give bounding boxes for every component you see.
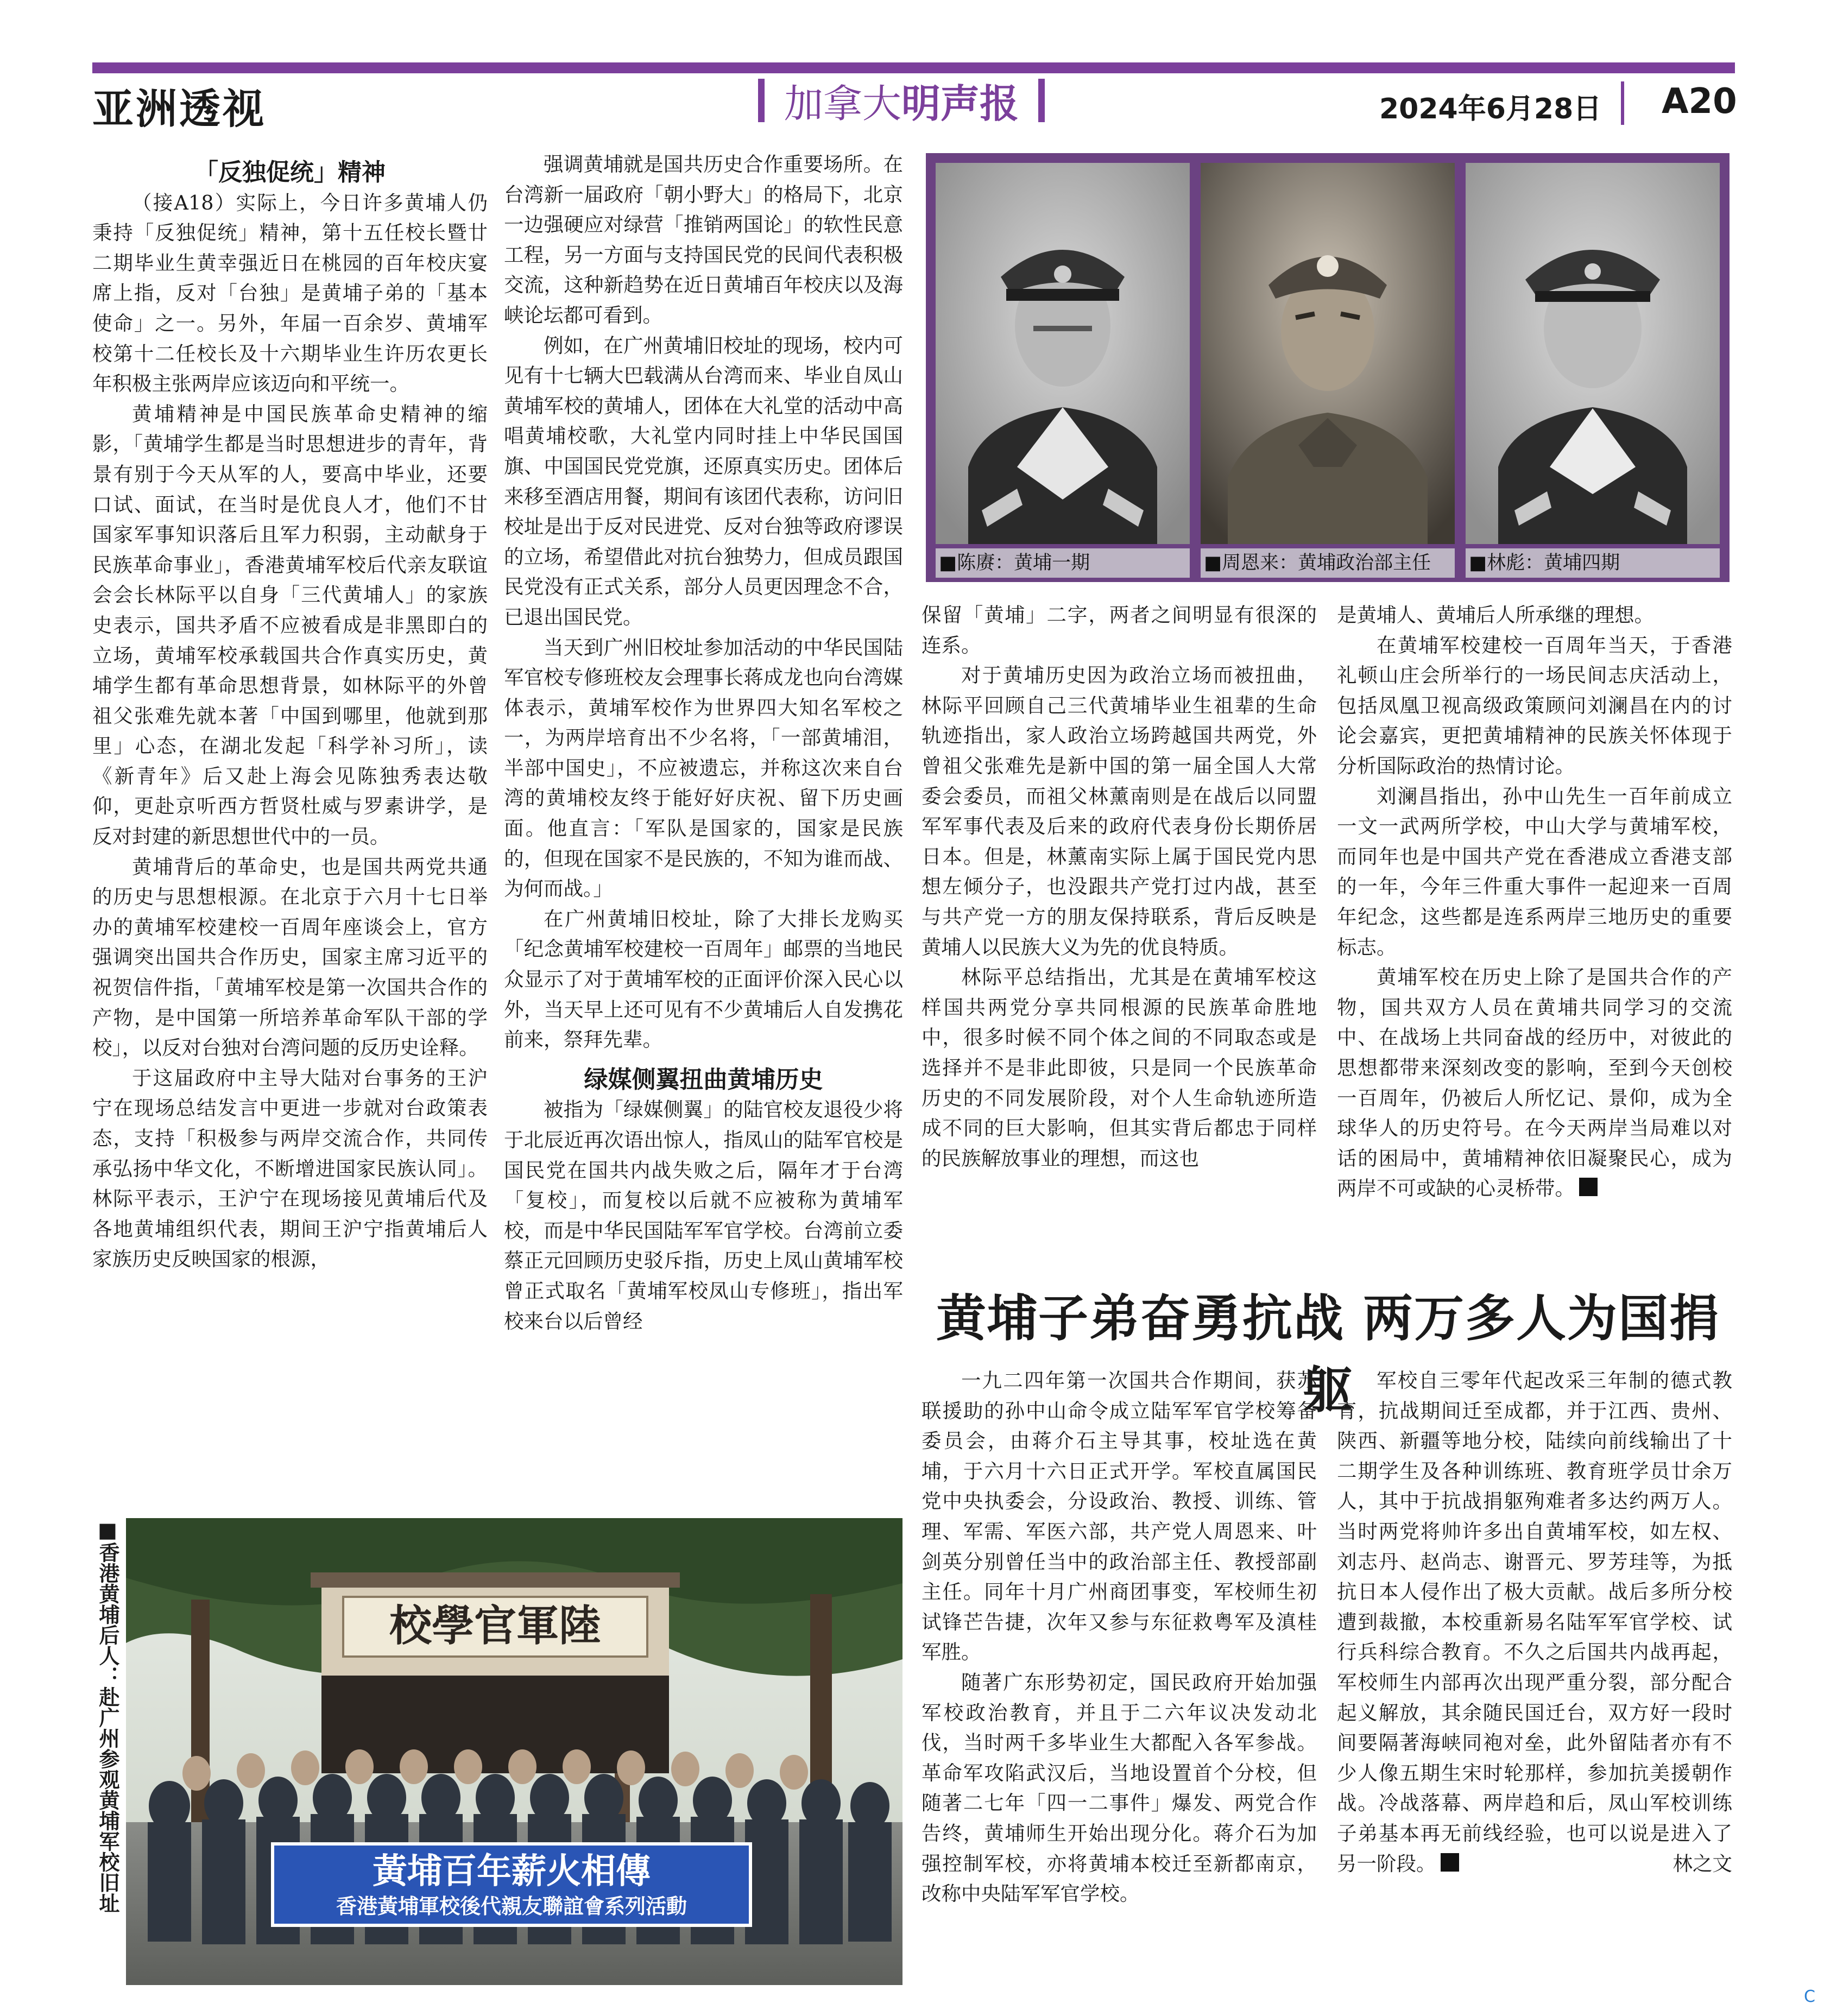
paragraph-text: 军校自三零年代起改采三年制的德式教育，抗战期间迁至成都，并于江西、贵州、陕西、新疆等地分校，陆续向前线输出了十二期学生及各种训练班、教育班学员廿余万人，其中于抗战捐躯殉难者多达约两万人。当时两党将帅许多出自黄埔军校，如左权、刘志丹、赵尚志、谢晋元、罗芳珪等，为抵抗日本人侵作出了极大贡献。战后多所分校遭到裁撤，本校重新易名陆军军官学校、试行兵科综合教育。不久之后国共内战再起，军校师生内部再次出现严重分裂，部分配合起义解放，其余随民国迁台，双方好一段时间要隔著海峡同袍对垒，此外留陆者亦有不少人像五期生宋时轮那样，参加抗美援朝作战。冷战落幕、两岸趋和后，凤山军校训练子弟基本再无前线经验，也可以说是进入了另一阶段。 xyxy=(1337,1369,1732,1875)
paragraph: （接A18）实际上，今日许多黄埔人仍秉持「反独促统」精神，第十五任校长暨廿二期毕业生黄幸强近日在桃园的百年校庆宴席上指，反对「台独」是黄埔子弟的「基本使命」之一。另外，年届一百余岁、黄埔军校第十二任校长及十六期毕业生许历农更长年积极主张两岸应该迈向和平统一。 xyxy=(92,191,488,396)
paragraph: 强调黄埔就是国共历史合作重要场所。在台湾新一届政府「朝小野大」的格局下，北京一边强硬应对绿营「推销两国论」的软性民意工程，另一方面与支持国民党的民间代表积极交流，这种新趋势在近日黄埔百年校庆以及海峡论坛都可看到。 xyxy=(504,153,903,327)
article-column-6 xyxy=(1337,1366,1732,1879)
portrait-photo-lin-biao xyxy=(1466,163,1720,544)
article-end-mark xyxy=(1441,1853,1459,1872)
masthead-bar-left xyxy=(758,79,765,122)
paragraph: 是黄埔人、黄埔后人所承继的理想。 xyxy=(1337,603,1654,627)
paragraph: 随著广东形势初定，国民政府开始加强军校政治教育，并且于二六年议决发动北伐，当时两千多毕业生大都配入各军参战。革命军攻陷武汉后，当地设置首个分校，但随著二七年「四一二事件」爆发、两党合作告终，黄埔师生开始出现分化。蒋介石为加强控制军校，亦将黄埔本校迁至新都南京，改称中央陆军军官学校。 xyxy=(922,1670,1317,1906)
paragraph xyxy=(1337,962,1732,1204)
banner-subtitle-text: 香港黃埔軍校後代親友聯誼會系列活動 xyxy=(336,1894,687,1918)
paragraph: 黄埔精神是中国民族革命史精神的缩影，「黄埔学生都是当时思想进步的青年，背景有别于今天从军的人，要高中毕业，还要口试、面试，在当时是优良人才，他们不甘国家军事知识落后且军力积弱，主动献身于民族革命事业」，香港黄埔军校后代亲友联谊会会长林际平以自身「三代黄埔人」的家族史表示，国共矛盾不应被看成是非黑即白的立场，黄埔军校承载国共合作真实历史，黄埔学生都有革命思想背景，如林际平的外曾祖父张难先就本著「中国到哪里，他就到那里」心态，在湖北发起「科学补习所」，读《新青年》后又赴上海会见陈独秀表达敬仰，更赴京听西方哲贤杜威与罗素讲学，是反对封建的新思想世代中的一员。 xyxy=(92,402,488,849)
masthead xyxy=(739,73,1064,128)
subheading-green-media: 绿媒侧翼扭曲黄埔历史 xyxy=(584,1065,823,1094)
article-headline: 黄埔子弟奋勇抗战 两万多人为国捐躯 xyxy=(936,1290,1721,1419)
gate-sign-text: 校學官軍陸 xyxy=(389,1601,602,1651)
photo-caption-1: ■陈赓：黄埔一期 xyxy=(936,548,1190,578)
header-separator xyxy=(1621,81,1624,125)
article-column-4 xyxy=(1337,600,1732,1204)
paragraph: 保留「黄埔」二字，两者之间明显有很深的连系。 xyxy=(922,603,1317,657)
portrait-photo-chen-geng xyxy=(936,163,1190,544)
top-rule xyxy=(92,62,1735,73)
article-column-1 xyxy=(92,157,488,1274)
group-photo-caption: ■香港黄埔后人：赴广州参观黄埔军校旧址 xyxy=(96,1518,119,1913)
banner-title-text: 黃埔百年薪火相傳 xyxy=(373,1851,651,1892)
byline: 林之文 xyxy=(1672,1851,1732,1875)
paragraph: 被指为「绿媒侧翼」的陆官校友退役少将于北辰近再次语出惊人，指凤山的陆军官校是国民党在国共内战失败之后，隔年才于台湾「复校」，而复校以后就不应被称为黄埔军校，而是中华民国陆军军官学校。台湾前立委蔡正元回顾历史驳斥指，历史上凤山黄埔军校曾正式取名「黄埔军校凤山专修班」，指出军校来台以后曾经 xyxy=(504,1098,903,1333)
paragraph: 例如，在广州黄埔旧校址的现场，校内可见有十七辆大巴载满从台湾而来、毕业自凤山黄埔军校的黄埔人，团体在大礼堂的活动中高唱黄埔校歌，大礼堂内同时挂上中华民国国旗、中国国民党党旗，还原真实历史。团体后来移至酒店用餐，期间有该团代表称，访问旧校址是出于反对民进党、反对台独等政府谬误的立场，希望借此对抗台独势力，但成员跟国民党没有正式关系，部分人员更因理念不合，已退出国民党。 xyxy=(504,333,903,629)
paragraph: 黄埔背后的革命史，也是国共两党共通的历史与思想根源。在北京于六月十七日举办的黄埔军校建校一百周年座谈会上，官方强调突出国共合作历史，国家主席习近平的祝贺信件指，「黄埔军校是第一次国共合作的产物，是中国第一所培养革命军队干部的学校」，以反对台独对台湾问题的反历史诠释。 xyxy=(92,855,488,1060)
photo-caption-3: ■林彪：黄埔四期 xyxy=(1466,548,1720,578)
masthead-bar-right xyxy=(1038,79,1045,122)
paragraph: 林际平总结指出，尤其是在黄埔军校这样国共两党分享共同根源的民族革命胜地中，很多时候不同个体之间的不同取态或是选择并不是非此即彼，只是同一个民族革命历史的不同发展阶段，对个人生命轨迹所造成不同的巨大影响，但其实背后都忠于同样的民族解放事业的理想，而这也 xyxy=(922,965,1317,1170)
paragraph: 刘澜昌指出，孙中山先生一百年前成立一文一武两所学校，中山大学与黄埔军校，而同年也是中国共产党在香港成立香港支部的一年，今年三件重大事件一起迎来一百周年纪念，这些都是连系两岸三地历史的重要标志。 xyxy=(1337,784,1732,959)
masthead-brand-part2: 明声报 xyxy=(901,81,1019,127)
corner-mark: C xyxy=(1804,1987,1815,2006)
group-photo-caption-text: 香港黄埔后人：赴广州参观黄埔军校旧址 xyxy=(96,1542,119,1913)
article-end-mark xyxy=(1579,1178,1598,1196)
portrait-photo-zhou-enlai xyxy=(1201,163,1455,544)
paragraph: 当天到广州旧校址参加活动的中华民国陆军官校专修班校友会理事长蒋成龙也向台湾媒体表示，黄埔军校作为世界四大知名军校之一，为两岸培育出不少名将，「一部黄埔泪，半部中国史」，不应被遗忘，并称这次来自台湾的黄埔校友终于能好好庆祝、留下历史画面。他直言：「军队是国家的，国家是民族的，但现在国家不是民族的，不知为谁而战、为何而战。」 xyxy=(504,635,903,901)
portrait-panel xyxy=(926,153,1730,582)
paragraph xyxy=(1337,1366,1732,1879)
issue-date: 2024年6月28日 xyxy=(1379,93,1602,125)
page-number: A20 xyxy=(1662,81,1737,122)
paragraph: 一九二四年第一次国共合作期间，获苏联援助的孙中山命令成立陆军军官学校筹备委员会，由蒋介石主导其事，校址选在黄埔，于六月十六日正式开学。军校直属国民党中央执委会，分设政治、教授、训练、管理、军需、军医六部，共产党人周恩来、叶剑英分别曾任当中的政治部主任、教授部副主任。同年十月广州商团事变，军校师生初试锋芒告捷，次年又参与东征救粤军及滇桂军胜。 xyxy=(922,1369,1317,1664)
group-photo xyxy=(126,1518,902,1985)
section-title: 亚洲透视 xyxy=(92,85,266,133)
paragraph: 于这届政府中主导大陆对台事务的王沪宁在现场总结发言中更进一步就对台政策表态，支持「积极参与两岸交流合作，共同传承弘扬中华文化，不断增进国家民族认同」。林际平表示，王沪宁在现场接见黄埔后代及各地黄埔组织代表，期间王沪宁指黄埔后人家族历史反映国家的根源， xyxy=(92,1066,488,1271)
article-column-5 xyxy=(922,1366,1317,1909)
masthead-brand-part1: 加拿大 xyxy=(784,81,902,127)
photo-caption-3-text: 林彪：黄埔四期 xyxy=(1487,552,1620,574)
photo-caption-2-text: 周恩来：黄埔政治部主任 xyxy=(1222,552,1431,574)
paragraph: 对于黄埔历史因为政治立场而被扭曲，林际平回顾自己三代黄埔毕业生祖辈的生命轨迹指出，家人政治立场跨越国共两党，外曾祖父张难先是新中国的第一届全国人大常委会委员，而祖父林薰南则是在战后以同盟军军事代表及后来的政府代表身份长期侨居日本。但是，林薰南实际上属于国民党内思想左倾分子，也没跟共产党打过内战，甚至与共产党一方的朋友保持联系，背后反映是黄埔人以民族大义为先的优良特质。 xyxy=(922,663,1317,959)
photo-caption-1-text: 陈赓：黄埔一期 xyxy=(957,552,1090,574)
article-column-2 xyxy=(504,149,903,1336)
paragraph-text: 黄埔军校在历史上除了是国共合作的产物，国共双方人员在黄埔共同学习的交流中、在战场上共同奋战的经历中，对彼此的思想都带来深刻改变的影响，至到今天创校一百周年，仍被后人所忆记、景仰，成为全球华人的历史符号。在今天两岸当局难以对话的困局中，黄埔精神依旧凝聚民心，成为两岸不可或缺的心灵桥带。 xyxy=(1337,965,1732,1200)
paragraph: 在广州黄埔旧校址，除了大排长龙购买「纪念黄埔军校建校一百周年」邮票的当地民众显示了对于黄埔军校的正面评价深入民心以外，当天早上还可见有不少黄埔后人自发携花前来，祭拜先辈。 xyxy=(504,907,903,1052)
article-column-3 xyxy=(922,600,1317,1173)
paragraph: 在黄埔军校建校一百周年当天，于香港礼顿山庄会所举行的一场民间志庆活动上，包括凤凰卫视高级政策顾问刘澜昌在内的讨论会嘉宾，更把黄埔精神的民族关怀体现于分析国际政治的热情讨论。 xyxy=(1337,633,1732,778)
photo-caption-2: ■周恩来：黄埔政治部主任 xyxy=(1201,548,1455,578)
subheading-anti-independence: 「反独促统」精神 xyxy=(194,159,386,186)
